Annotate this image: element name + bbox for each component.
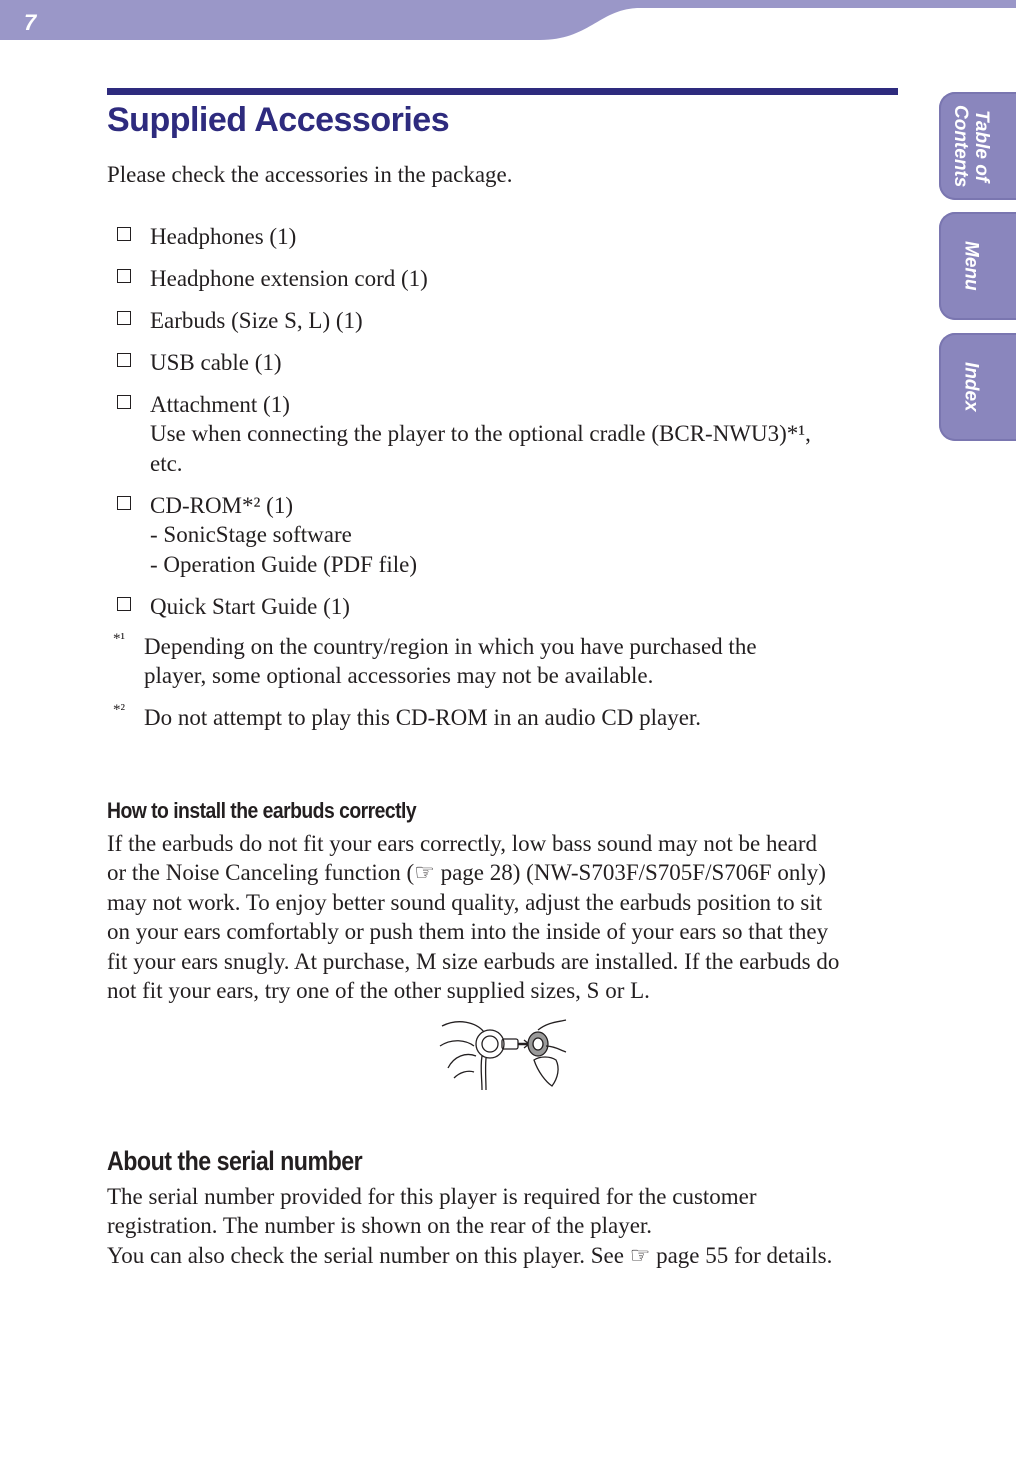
footnote-line: Do not attempt to play this CD-ROM in an audio CD player. xyxy=(144,705,702,731)
footnote-1 xyxy=(113,632,893,691)
checklist-item-usb-cable xyxy=(115,348,875,377)
header-banner xyxy=(0,0,1016,44)
paragraph-line: fit your ears snugly. At purchase, M size earbuds are installed. If the earbuds do xyxy=(107,948,840,974)
checklist-item-cd-rom xyxy=(115,491,875,579)
paragraph-line: on your ears comfortably or push them into the inside of your ears so that they xyxy=(107,919,829,945)
checklist-line: USB cable (1) xyxy=(150,350,282,375)
checkbox-icon xyxy=(117,597,131,611)
page-number: 7 xyxy=(24,10,37,35)
checkbox-icon xyxy=(117,353,131,367)
checklist-item-earbuds xyxy=(115,306,875,335)
tab-index[interactable] xyxy=(939,333,1016,441)
footnote-line: player, some optional accessories may not be available. xyxy=(144,663,654,689)
checkbox-icon xyxy=(117,269,131,283)
checklist-line: Headphone extension cord (1) xyxy=(150,266,428,291)
paragraph-line: may not work. To enjoy better sound quality, adjust the earbuds position to sit xyxy=(107,889,823,915)
checkbox-icon xyxy=(117,311,131,325)
checklist-line: Headphones (1) xyxy=(150,224,297,249)
paragraph-line: or the Noise Canceling function (☞ page 28) (NW-S703F/S705F/S706F only) xyxy=(107,860,826,886)
paragraph-line: If the earbuds do not fit your ears correctly, low bass sound may not be heard xyxy=(107,831,818,856)
tab-label-menu: Menu xyxy=(960,241,982,291)
footnote-line: Depending on the country/region in which you have purchased the xyxy=(144,634,757,659)
checklist-line: Use when connecting the player to the optional cradle (BCR-NWU3)*¹, xyxy=(150,421,811,447)
tab-table-of-contents[interactable] xyxy=(939,92,1016,200)
footnote-mark: *¹ xyxy=(113,631,125,647)
title-rule xyxy=(107,88,898,95)
paragraph-line: The serial number provided for this player is required for the customer xyxy=(107,1184,757,1209)
footnote-mark: *² xyxy=(113,702,125,719)
tab-label-index: Index xyxy=(960,362,982,412)
checklist-item-extension-cord xyxy=(115,264,875,293)
tab-menu[interactable] xyxy=(939,212,1016,320)
paragraph-line: not fit your ears, try one of the other supplied sizes, S or L. xyxy=(107,978,650,1004)
accessory-checklist xyxy=(115,222,875,634)
checkbox-icon xyxy=(117,395,131,409)
serial-heading: About the serial number xyxy=(107,1146,363,1176)
paragraph-line: You can also check the serial number on this player. See ☞ page 55 for details. xyxy=(107,1242,833,1268)
page-title: Supplied Accessories xyxy=(107,101,450,139)
checklist-item-headphones xyxy=(115,222,875,251)
checklist-line: Quick Start Guide (1) xyxy=(150,593,350,619)
paragraph-line: registration. The number is shown on the rear of the player. xyxy=(107,1213,653,1239)
footnotes xyxy=(113,632,893,745)
checkbox-icon xyxy=(117,227,131,241)
checklist-item-attachment xyxy=(115,390,875,478)
earbuds-heading: How to install the earbuds correctly xyxy=(107,798,417,823)
tab-label-table-of-contents: Table of Contents xyxy=(950,104,992,188)
checkbox-icon xyxy=(117,496,131,510)
checklist-line: - SonicStage software xyxy=(150,522,352,548)
checklist-line: Earbuds (Size S, L) (1) xyxy=(150,308,363,333)
checklist-item-quick-start-guide xyxy=(115,592,875,621)
earbuds-paragraph xyxy=(107,829,902,1005)
checklist-line: - Operation Guide (PDF file) xyxy=(150,551,417,577)
checklist-line: etc. xyxy=(150,450,183,476)
checklist-line: CD-ROM*² (1) xyxy=(150,492,293,518)
footnote-2 xyxy=(113,703,893,732)
earbud-illustration xyxy=(438,1016,568,1090)
serial-paragraph xyxy=(107,1182,902,1270)
checklist-line: Attachment (1) xyxy=(150,392,290,417)
intro-text: Please check the accessories in the package. xyxy=(107,162,513,187)
